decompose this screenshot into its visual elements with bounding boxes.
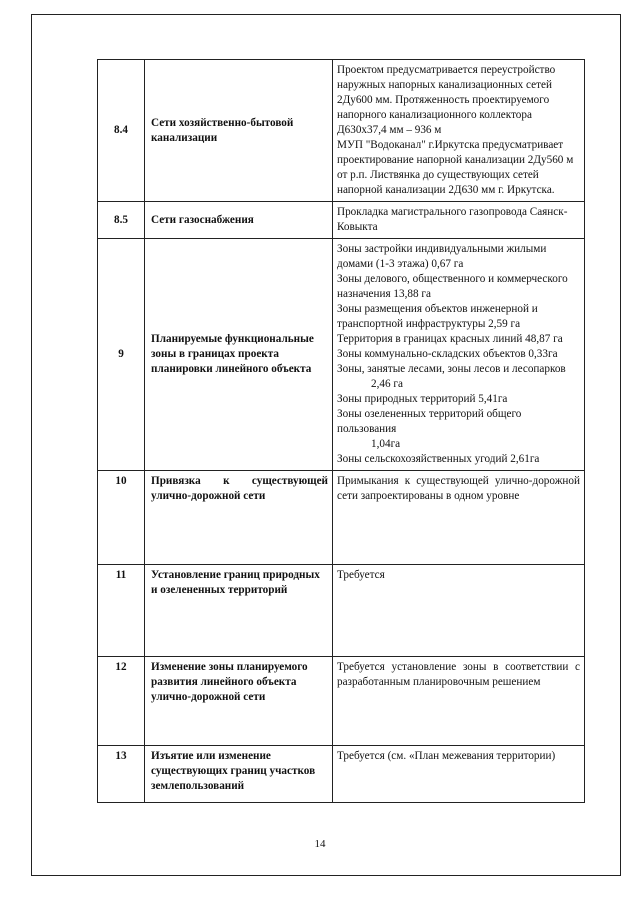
row-description: Требуется (см. «План межевания территории) [333, 746, 585, 803]
table-row [98, 239, 585, 471]
row-number: 13 [98, 746, 145, 803]
table-row [98, 60, 585, 202]
row-description: Зоны застройки индивидуальными жилыми домами (1-3 этажа) 0,67 га Зоны делового, общественного и коммерческого назначения 13,88 га Зоны размещения объектов инженерной и транспортной инфраструктуры 2,59 га Территория в границах красных линий 48,87 га Зоны коммунально-складских объектов 0,33га Зоны, занятые лесами, зоны лесов и лесопарков 2,46 га Зоны природных территорий 5,41га Зоны озелененных территорий общего пользования 1,04га Зоны сельскохозяйственных угодий 2,61га [333, 239, 585, 471]
row-description: Примыкания к существующей улично-дорожной сети запроектированы в одном уровне [333, 471, 585, 565]
row-number: 8.4 [98, 60, 145, 202]
row-number: 11 [98, 565, 145, 657]
table-row [98, 202, 585, 239]
row-number: 9 [98, 239, 145, 471]
row-label: Изменение зоны планируемого развития линейного объекта улично-дорожной сети [145, 657, 333, 746]
row-description: Требуется [333, 565, 585, 657]
row-label: Привязка к существующей улично-дорожной сети [145, 471, 333, 565]
row-description: Прокладка магистрального газопровода Саянск- Ковыкта [333, 202, 585, 239]
row-label: Сети газоснабжения [145, 202, 333, 239]
row-description: Проектом предусматривается переустройство наружных напорных канализационных сетей 2Ду600 мм. Протяженность проектируемого напорного канализационного коллектора Д630х37,4 мм – 936 м МУП "Водоканал" г.Иркутска предусматривает проектирование напорной канализации 2Ду560 м от р.п. Листвянка до существующих сетей напорной канализации 2Д630 мм г. Иркутска. [333, 60, 585, 202]
row-label: Установление границ природных и озелененных территорий [145, 565, 333, 657]
row-label: Планируемые функциональные зоны в границах проекта планировки линейного объекта [145, 239, 333, 471]
row-number: 8.5 [98, 202, 145, 239]
specification-table [97, 59, 585, 803]
row-label: Изъятие или изменение существующих границ участков землепользований [145, 746, 333, 803]
row-description: Требуется установление зоны в соответствии с разработанным планировочным решением [333, 657, 585, 746]
row-number: 12 [98, 657, 145, 746]
page-number: 14 [314, 838, 326, 850]
row-number: 10 [98, 471, 145, 565]
table-row [98, 657, 585, 746]
table-row [98, 565, 585, 657]
table-row [98, 746, 585, 803]
table-row [98, 471, 585, 565]
row-label: Сети хозяйственно-бытовой канализации [145, 60, 333, 202]
